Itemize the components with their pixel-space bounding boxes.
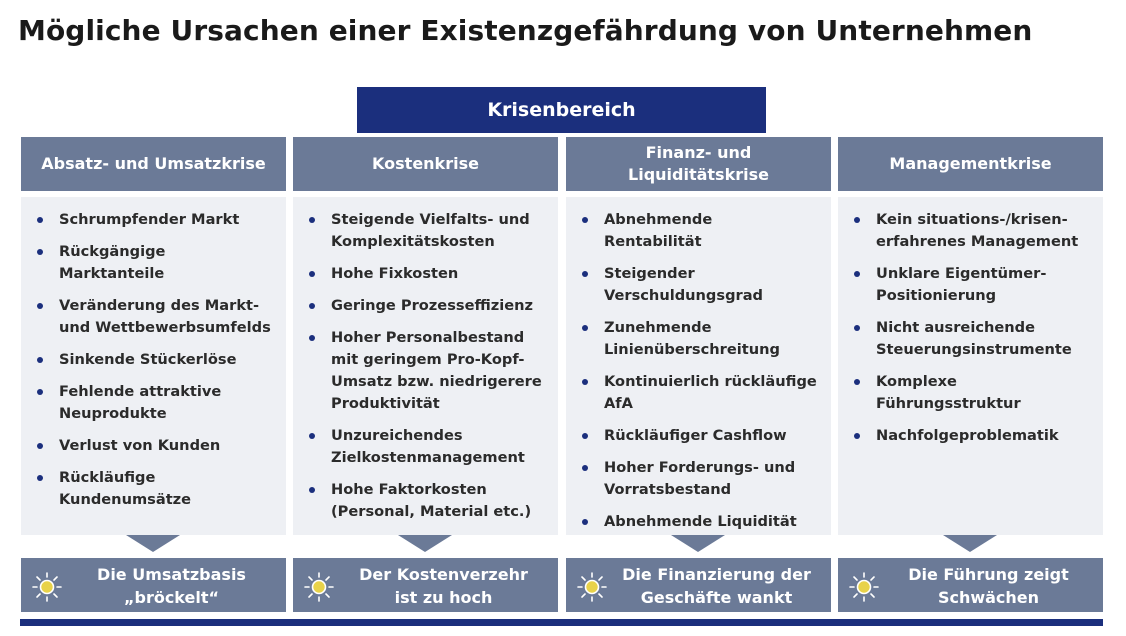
list-item: Unzureichendes Zielkostenmanagement: [305, 425, 550, 469]
footer-box-kosten: [293, 558, 558, 612]
column-body-management: [838, 197, 1103, 535]
bullet-icon: [582, 325, 588, 331]
column-header-label: Kostenkrise: [372, 154, 479, 173]
bullet-icon: [854, 325, 860, 331]
list-item: Kein situations-/krisen-erfahrenes Management: [850, 209, 1095, 253]
column-header-label: Absatz- und Umsatzkrise: [41, 154, 266, 173]
column-body-absatz: [21, 197, 286, 535]
footer-box-finanz: [566, 558, 831, 612]
bullet-icon: [37, 217, 43, 223]
krisenbereich-banner: Krisenbereich: [357, 87, 766, 133]
list-item: Rückläufiger Cashflow: [578, 425, 823, 447]
sun-icon: [848, 570, 880, 602]
bullet-icon: [854, 433, 860, 439]
list-item: Veränderung des Markt- und Wettbewerbsumfelds: [33, 295, 278, 339]
down-arrow-icon: [126, 535, 180, 552]
column-header-absatz: [21, 137, 286, 191]
column-header-kosten: [293, 137, 558, 191]
bullet-icon: [309, 487, 315, 493]
list-item: Nicht ausreichende Steuerungsinstrumente: [850, 317, 1095, 361]
bullet-icon: [309, 303, 315, 309]
bullet-icon: [582, 433, 588, 439]
list-item: Unklare Eigentümer-Positionierung: [850, 263, 1095, 307]
list-item: Schrumpfender Markt: [33, 209, 278, 231]
page-title: Mögliche Ursachen einer Existenzgefährdung von Unternehmen: [18, 14, 1033, 47]
bullet-icon: [582, 465, 588, 471]
down-arrow-icon: [671, 535, 725, 552]
list-item: Rückläufige Kundenumsätze: [33, 467, 278, 511]
bullet-icon: [582, 379, 588, 385]
column-body-kosten: [293, 197, 558, 535]
bullet-icon: [37, 475, 43, 481]
bullet-icon: [309, 433, 315, 439]
column-header-label: Finanz- und Liquiditätskrise: [628, 143, 769, 184]
footer-text: Die Führung zeigt Schwächen: [908, 565, 1069, 607]
bullet-icon: [582, 217, 588, 223]
bottom-divider: [20, 619, 1103, 626]
column-header-label: Managementkrise: [889, 154, 1052, 173]
bullet-icon: [309, 271, 315, 277]
list-item: Kontinuierlich rückläufige AfA: [578, 371, 823, 415]
bullet-icon: [854, 271, 860, 277]
list-item: Fehlende attraktive Neuprodukte: [33, 381, 278, 425]
bullet-icon: [582, 271, 588, 277]
cause-list: [33, 209, 278, 511]
footer-text: Der Kostenverzehr ist zu hoch: [359, 565, 528, 607]
bullet-icon: [37, 357, 43, 363]
list-item: Abnehmende Liquidität: [578, 511, 823, 533]
bullet-icon: [37, 443, 43, 449]
footer-box-absatz: [21, 558, 286, 612]
cause-list: [850, 209, 1095, 447]
bullet-icon: [37, 389, 43, 395]
footer-text: Die Umsatzbasis „bröckelt“: [97, 565, 246, 607]
list-item: Steigende Vielfalts- und Komplexitätskosten: [305, 209, 550, 253]
footer-box-management: [838, 558, 1103, 612]
column-body-finanz: [566, 197, 831, 535]
list-item: Nachfolgeproblematik: [850, 425, 1095, 447]
down-arrow-icon: [943, 535, 997, 552]
bullet-icon: [854, 217, 860, 223]
sun-icon: [303, 570, 335, 602]
list-item: Hoher Personalbestand mit geringem Pro-Kopf-Umsatz bzw. niedrigerere Produktivität: [305, 327, 550, 415]
list-item: Rückgängige Marktanteile: [33, 241, 278, 285]
cause-list: [578, 209, 823, 533]
list-item: Sinkende Stückerlöse: [33, 349, 278, 371]
list-item: Verlust von Kunden: [33, 435, 278, 457]
list-item: Geringe Prozesseffizienz: [305, 295, 550, 317]
footer-text: Die Finanzierung der Geschäfte wankt: [622, 565, 811, 607]
list-item: Hoher Forderungs- und Vorratsbestand: [578, 457, 823, 501]
bullet-icon: [309, 217, 315, 223]
list-item: Abnehmende Rentabilität: [578, 209, 823, 253]
list-item: Komplexe Führungsstruktur: [850, 371, 1095, 415]
column-header-management: [838, 137, 1103, 191]
sun-icon: [31, 570, 63, 602]
bullet-icon: [37, 303, 43, 309]
bullet-icon: [854, 379, 860, 385]
list-item: Zunehmende Linienüberschreitung: [578, 317, 823, 361]
list-item: Hohe Fixkosten: [305, 263, 550, 285]
bullet-icon: [582, 519, 588, 525]
column-header-finanz: [566, 137, 831, 191]
list-item: Steigender Verschuldungsgrad: [578, 263, 823, 307]
list-item: Hohe Faktorkosten (Personal, Material etc.): [305, 479, 550, 523]
down-arrow-icon: [398, 535, 452, 552]
bullet-icon: [37, 249, 43, 255]
bullet-icon: [309, 335, 315, 341]
cause-list: [305, 209, 550, 523]
sun-icon: [576, 570, 608, 602]
